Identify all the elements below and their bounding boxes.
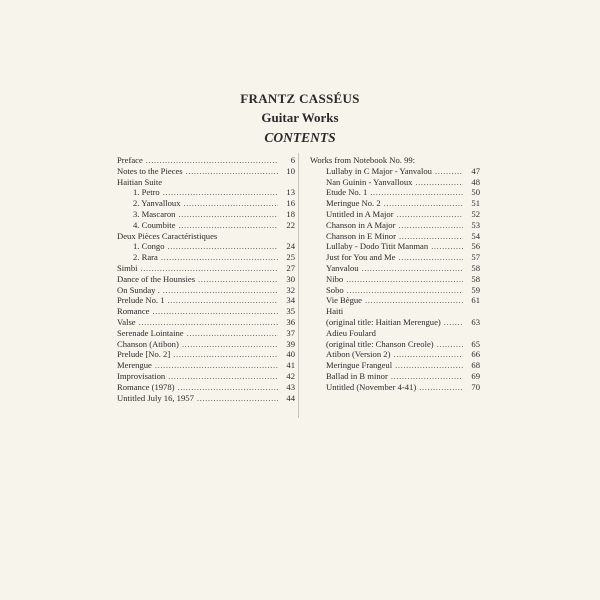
dot-leader — [415, 177, 463, 188]
dot-leader — [178, 382, 278, 393]
toc-entry-title: 1. Congo — [133, 241, 165, 252]
toc-entry-page: 53 — [471, 219, 480, 230]
toc-entry-page: 47 — [471, 165, 480, 176]
toc-entry-title: Notes to the Pieces — [117, 165, 183, 176]
toc-entry-page: 39 — [286, 338, 295, 349]
toc-entry — [310, 328, 480, 339]
toc-entry-page: 41 — [286, 360, 295, 371]
toc-entry — [117, 274, 295, 285]
toc-entry — [117, 166, 295, 177]
toc-entry-page: 32 — [286, 284, 295, 295]
toc-entry-page: 24 — [286, 241, 295, 252]
toc-entry — [310, 317, 480, 328]
dot-leader — [163, 285, 278, 296]
toc-entry-title: Haitian Suite — [117, 176, 163, 187]
toc-entry-title: Atibon (Version 2) — [326, 349, 391, 360]
toc-entry-title: Prelude No. 1 — [117, 295, 165, 306]
toc-entry — [310, 209, 480, 220]
toc-entry — [117, 187, 295, 198]
dot-leader — [182, 339, 278, 350]
toc-entry — [310, 231, 480, 242]
toc-entry-page: 36 — [286, 316, 295, 327]
dot-leader — [395, 360, 463, 371]
dot-leader — [141, 263, 278, 274]
dot-leader — [431, 241, 463, 252]
toc-entry-page: 69 — [471, 370, 480, 381]
toc-entry-page: 58 — [471, 262, 480, 273]
toc-entry — [310, 295, 480, 306]
toc-entry-title: Ballad in B minor — [326, 370, 388, 381]
dot-leader — [347, 285, 463, 296]
dot-leader — [370, 187, 463, 198]
dot-leader — [178, 209, 278, 220]
dot-leader — [187, 328, 278, 339]
toc-entry-title: Dance of the Hounsies — [117, 273, 196, 284]
dot-leader — [435, 166, 463, 177]
toc-entry-title: 2. Rara — [133, 252, 158, 263]
toc-entry-title: Untitled (November 4-41) — [326, 381, 417, 392]
toc-entry-title: Works from Notebook No. 99: — [310, 155, 416, 165]
contents-heading: CONTENTS — [264, 130, 336, 145]
dot-leader — [168, 295, 279, 306]
toc-entry-title: 1. Petro — [133, 187, 160, 198]
toc-entry-title: Chanson in A Major — [326, 219, 396, 230]
dot-leader — [384, 198, 463, 209]
toc-entry — [310, 220, 480, 231]
dot-leader — [152, 306, 278, 317]
toc-entry — [310, 371, 480, 382]
dot-leader — [198, 274, 278, 285]
author-heading: FRANTZ CASSÉUS — [240, 91, 360, 106]
toc-entry — [310, 187, 480, 198]
toc-entry-title: Preface — [117, 155, 143, 165]
toc-entry — [117, 328, 295, 339]
toc-entry-page: 59 — [471, 284, 480, 295]
toc-entry-title: Meringue Frangeul — [326, 360, 393, 371]
toc-entry-title: Haiti — [326, 306, 344, 317]
toc-entry-page: 57 — [471, 252, 480, 263]
toc-entry — [117, 295, 295, 306]
toc-entry-page: 30 — [286, 273, 295, 284]
toc-entry-title: Sobo — [326, 284, 344, 295]
dot-leader — [163, 187, 278, 198]
dot-leader — [184, 198, 278, 209]
toc-entry-title: Romance (1978) — [117, 381, 175, 392]
toc-entry-title: 4. Coumbite — [133, 219, 176, 230]
toc-entry-title: (original title: Haitian Merengue) — [326, 316, 441, 327]
toc-entry-page: 50 — [471, 187, 480, 198]
dot-leader — [362, 263, 463, 274]
toc-entry-title: Deux Pièces Caractéristiques — [117, 230, 218, 241]
toc-entry — [310, 155, 480, 166]
toc-right-column — [310, 155, 480, 393]
toc-entry-title: Untitled July 16, 1957 — [117, 392, 194, 403]
toc-entry-title: Simbi — [117, 262, 138, 273]
toc-entry-page: 37 — [286, 327, 295, 338]
toc-entry — [117, 198, 295, 209]
dot-leader — [173, 349, 278, 360]
toc-entry-page: 43 — [286, 381, 295, 392]
toc-entry-page: 13 — [286, 187, 295, 198]
toc-entry-title: Etude No. 1 — [326, 187, 368, 198]
toc-entry-page: 70 — [471, 381, 480, 392]
toc-entry — [117, 252, 295, 263]
dot-leader — [398, 252, 463, 263]
dot-leader — [186, 166, 278, 177]
dot-leader — [444, 317, 463, 328]
toc-entry-title: Lullaby - Dodo Titit Manman — [326, 241, 429, 252]
toc-entry-title: Improvisation — [117, 370, 166, 381]
dot-leader — [346, 274, 463, 285]
toc-entry — [117, 360, 295, 371]
toc-entry-title: 3. Mascaron — [133, 208, 176, 219]
toc-entry-title: Chanson (Atibon) — [117, 338, 179, 349]
toc-left-column — [117, 155, 295, 403]
toc-entry — [310, 263, 480, 274]
toc-entry — [117, 241, 295, 252]
toc-entry-title: Romance — [117, 306, 150, 317]
toc-entry — [310, 349, 480, 360]
toc-entry — [310, 166, 480, 177]
dot-leader — [437, 339, 463, 350]
toc-entry — [310, 198, 480, 209]
toc-entry-page: 16 — [286, 198, 295, 209]
dot-leader — [139, 317, 278, 328]
toc-entry — [310, 252, 480, 263]
toc-entry-title: Serenade Lointaine — [117, 327, 184, 338]
dot-leader — [168, 371, 278, 382]
toc-entry-page: 66 — [471, 349, 480, 360]
book-subtitle: Guitar Works — [261, 110, 339, 125]
toc-entry-title: Merengue — [117, 360, 152, 371]
dot-leader — [155, 360, 278, 371]
toc-entry-page: 56 — [471, 241, 480, 252]
toc-entry-title: Adieu Foulard — [326, 327, 376, 338]
toc-entry-page: 34 — [286, 295, 295, 306]
toc-entry — [310, 382, 480, 393]
dot-leader — [393, 349, 463, 360]
toc-entry — [310, 285, 480, 296]
toc-entry — [117, 231, 295, 242]
toc-entry-title: Untitled in A Major — [326, 208, 394, 219]
toc-entry — [117, 393, 295, 404]
dot-leader — [197, 393, 278, 404]
toc-entry — [117, 209, 295, 220]
dot-leader — [399, 231, 463, 242]
toc-entry-page: 6 — [290, 155, 295, 165]
toc-entry — [117, 339, 295, 350]
toc-entry-title: On Sunday . — [117, 284, 160, 295]
toc-entry — [117, 263, 295, 274]
toc-entry-title: Valse — [117, 316, 136, 327]
toc-entry-page: 10 — [286, 165, 295, 176]
dot-leader — [391, 371, 463, 382]
toc-entry-title: Yanvalou — [326, 262, 359, 273]
toc-entry — [117, 382, 295, 393]
toc-entry-page: 22 — [286, 219, 295, 230]
toc-entry-title: Prelude [No. 2] — [117, 349, 171, 360]
toc-entry — [117, 220, 295, 231]
toc-entry-page: 65 — [471, 338, 480, 349]
toc-entry — [117, 177, 295, 188]
toc-entry — [310, 306, 480, 317]
toc-entry-page: 61 — [471, 295, 480, 306]
toc-entry-page: 18 — [286, 208, 295, 219]
toc-entry-page: 51 — [471, 198, 480, 209]
toc-entry-page: 48 — [471, 176, 480, 187]
toc-entry — [117, 371, 295, 382]
toc-entry — [310, 339, 480, 350]
toc-entry-title: (original title: Chanson Creole) — [326, 338, 434, 349]
toc-entry-page: 58 — [471, 273, 480, 284]
toc-entry-title: Lullaby in C Major - Yanvalou — [326, 165, 432, 176]
dot-leader — [398, 220, 463, 231]
toc-entry-title: Vie Bègue — [326, 295, 362, 306]
toc-entry-page: 27 — [286, 262, 295, 273]
dot-leader — [168, 241, 278, 252]
dot-leader — [179, 220, 279, 231]
toc-entry — [310, 274, 480, 285]
toc-entry-page: 52 — [471, 208, 480, 219]
toc-entry — [117, 349, 295, 360]
toc-entry-page: 40 — [286, 349, 295, 360]
toc-entry — [117, 306, 295, 317]
toc-entry-title: Chanson in E Minor — [326, 230, 396, 241]
toc-entry — [310, 241, 480, 252]
toc-entry — [117, 285, 295, 296]
dot-leader — [419, 382, 463, 393]
toc-entry-title: Meringue No. 2 — [326, 198, 381, 209]
toc-entry-title: Nibo — [326, 273, 344, 284]
toc-entry — [117, 155, 295, 166]
toc-entry-page: 42 — [286, 370, 295, 381]
toc-entry-page: 44 — [286, 392, 295, 403]
toc-entry-page: 63 — [471, 316, 480, 327]
toc-entry-page: 25 — [286, 252, 295, 263]
toc-entry — [310, 177, 480, 188]
toc-entry-page: 35 — [286, 306, 295, 317]
toc-entry-title: 2. Yanvalloux — [133, 198, 181, 209]
toc-entry-page: 68 — [471, 360, 480, 371]
toc-entry — [310, 360, 480, 371]
toc-entry-title: Just for You and Me — [326, 252, 396, 263]
toc-entry — [117, 317, 295, 328]
dot-leader — [146, 155, 278, 166]
column-divider — [298, 153, 299, 418]
dot-leader — [365, 295, 463, 306]
dot-leader — [161, 252, 278, 263]
toc-entry-page: 54 — [471, 230, 480, 241]
dot-leader — [397, 209, 463, 220]
toc-entry-title: Nan Guinin - Yanvalloux — [326, 176, 413, 187]
